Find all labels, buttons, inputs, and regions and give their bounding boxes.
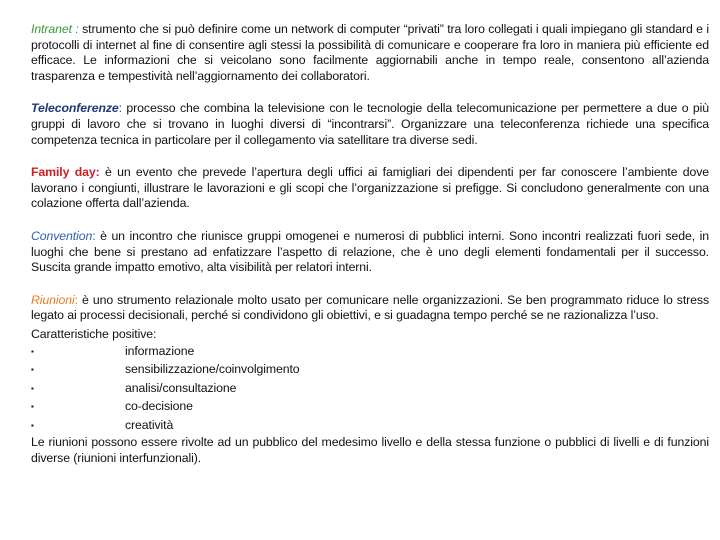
list-item-text: informazione: [125, 343, 195, 358]
definition-convention: è un incontro che riunisce gruppi omogenei e numerosi di pubblici interni. Sono incontri realizzati fuori sede, in luoghi che bene si prestano ad enfatizzare l’aspetto di relazione, che è uno degli elementi fondamentali per il successo. Suscita grande impatto emotivo, alta visibilità per relatori interni.: [31, 228, 709, 275]
colon: :: [118, 101, 122, 116]
closing-paragraph: Le riunioni possono essere rivolte ad un pubblico del medesimo livello e della stessa funzione o pubblici di livelli e di funzioni diverse (riunioni interfunzionali).: [31, 435, 709, 465]
list-title: Caratteristiche positive:: [31, 326, 157, 341]
term-convention: Convention: [31, 228, 93, 243]
bullet-icon: ▪: [31, 402, 34, 412]
definition-intranet: strumento che si può definire come un network di computer “privati” tra loro collegati i quali impiegano gli standard e i protocolli di internet al fine di consentire agli stessi la possibilità di comunicare e cooperare fra loro in maniera più efficiente ed efficace. Le informazioni che si veicolano sono facilmente aggiornabili anche in tempo reale, consentono all’azienda trasparenza e tempestività nell’aggiornamento dei collaboratori.: [31, 22, 709, 83]
positive-features-list: [31, 343, 709, 436]
bullet-icon: ▪: [31, 346, 34, 356]
paragraph-intranet: [31, 22, 709, 84]
definition-riunioni: è uno strumento relazionale molto usato per comunicare nelle organizzazioni. Se ben programmato riduce lo stress legato ai processi decisionali, perché si condividono gli obiettivi, e si guadagna tempo perché se ne razionalizza l’uso.: [31, 292, 709, 323]
list-item: [31, 361, 709, 380]
list-item-text: analisi/consultazione: [125, 380, 237, 395]
paragraph-riunioni: [31, 293, 709, 324]
list-item: [31, 380, 709, 399]
list-item: [31, 398, 709, 417]
paragraph-family-day: [31, 165, 709, 212]
colon: :: [92, 228, 96, 243]
term-family-day: Family day:: [31, 165, 100, 180]
bullet-icon: ▪: [31, 420, 34, 430]
term-riunioni: Riunioni: [31, 292, 75, 307]
definition-family-day: è un evento che prevede l’apertura degli uffici ai famigliari dei dipendenti per far conoscere l’ambiente dove lavorano i congiunti, illustrare le lavorazioni e gli scopi che l’organizzazione si prefigge. Si concludono generalmente con una colazione offerta dall’azienda.: [31, 165, 709, 211]
list-item: [31, 343, 709, 362]
paragraph-teleconferenze: [31, 101, 709, 148]
document-body: [31, 22, 709, 466]
paragraph-convention: [31, 229, 709, 276]
definition-teleconferenze: processo che combina la televisione con le tecnologie della telecomunicazione per permettere a due o più gruppi di lavoro che si trovano in luoghi diversi di “incontrarsi”. Organizzare una teleconferenza richiede una specifica competenza tecnica in particolare per il collegamento via satellitare tra diverse sedi.: [31, 101, 709, 147]
list-item-text: sensibilizzazione/coinvolgimento: [125, 362, 300, 377]
list-item-text: co-decisione: [125, 399, 193, 414]
list-item-text: creatività: [125, 417, 174, 432]
term-intranet: Intranet :: [31, 22, 79, 36]
bullet-icon: ▪: [31, 365, 34, 375]
colon: :: [74, 292, 78, 307]
bullet-icon: ▪: [31, 383, 34, 393]
list-item: [31, 417, 709, 436]
term-teleconferenze: Teleconferenze: [31, 101, 119, 116]
